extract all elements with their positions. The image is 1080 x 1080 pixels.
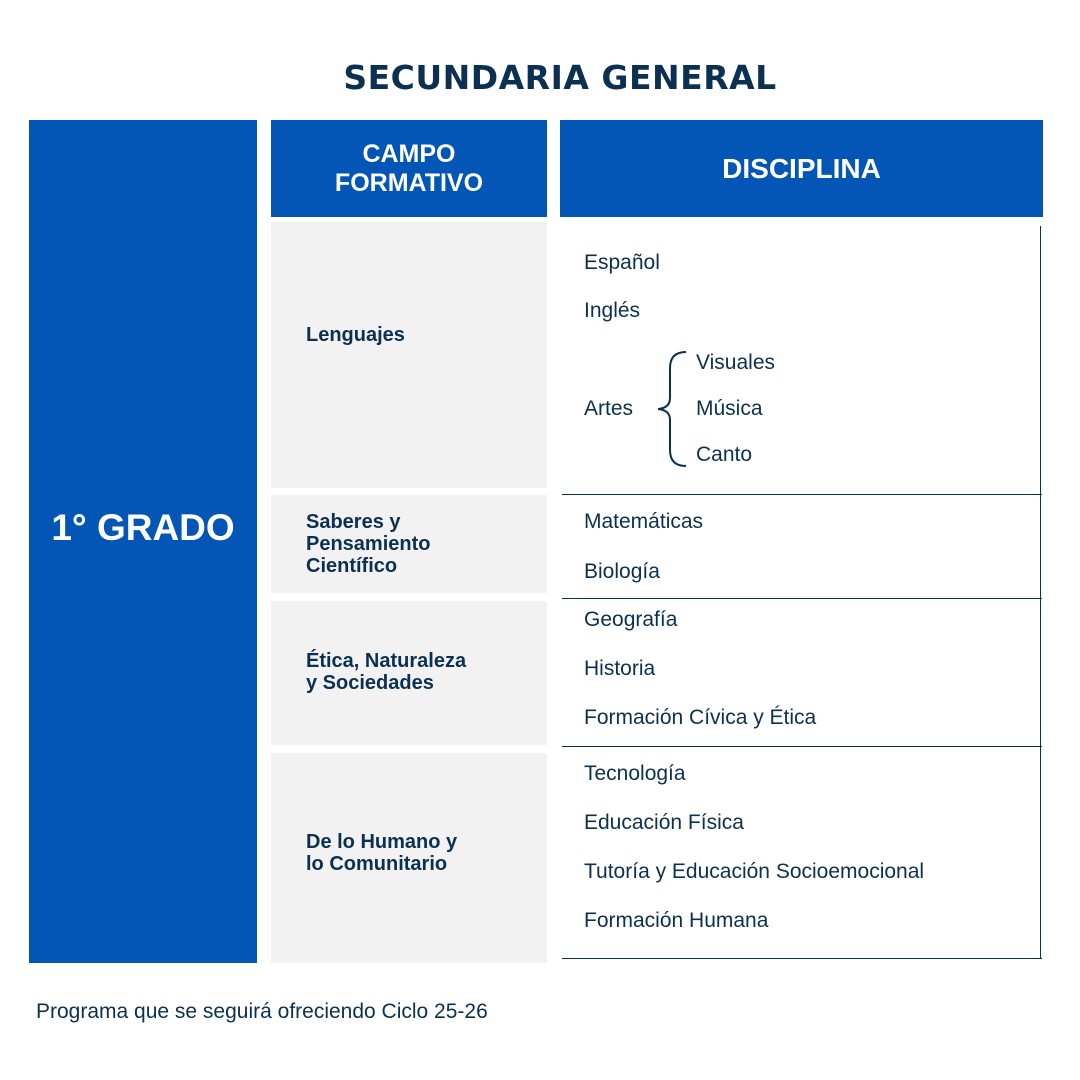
disciplina-item: Español bbox=[584, 251, 660, 274]
campo-cell-etica bbox=[271, 601, 547, 745]
disciplina-item: Educación Física bbox=[584, 811, 744, 834]
disciplina-item: Historia bbox=[584, 657, 656, 680]
disciplina-item: Tutoría y Educación Socioemocional bbox=[584, 860, 925, 883]
grade-column bbox=[29, 120, 257, 963]
curly-brace-icon bbox=[652, 350, 688, 468]
disciplina-item: Tecnología bbox=[584, 762, 686, 785]
row-divider bbox=[562, 746, 1042, 747]
row-divider bbox=[562, 958, 1042, 959]
disciplina-item-artes: Artes bbox=[584, 397, 634, 420]
disciplina-item: Inglés bbox=[584, 299, 641, 322]
disciplina-right-border bbox=[1040, 226, 1041, 959]
campo-cell-lenguajes bbox=[271, 222, 547, 488]
disciplina-item: Geografía bbox=[584, 608, 678, 631]
disciplina-item: Formación Cívica y Ética bbox=[584, 706, 817, 729]
header-campo-label: CAMPO FORMATIVO bbox=[334, 139, 484, 197]
row-divider bbox=[562, 494, 1042, 495]
header-campo-formativo bbox=[271, 120, 547, 217]
campo-label: De lo Humano y lo Comunitario bbox=[306, 831, 458, 875]
grade-label: 1° GRADO bbox=[51, 506, 235, 548]
disciplina-sub-item: Canto bbox=[696, 443, 753, 466]
header-disciplina-label: DISCIPLINA bbox=[722, 152, 881, 184]
campo-label: Ética, Naturaleza y Sociedades bbox=[306, 650, 467, 694]
campo-label: Lenguajes bbox=[306, 324, 405, 346]
disciplina-item: Formación Humana bbox=[584, 909, 769, 932]
disciplina-item: Biología bbox=[584, 560, 660, 583]
disciplina-sub-item: Visuales bbox=[696, 351, 775, 374]
footer-note: Programa que se seguirá ofreciendo Ciclo 25-26 bbox=[36, 1000, 488, 1023]
header-disciplina bbox=[560, 120, 1043, 217]
campo-label: Saberes y Pensamiento Científico bbox=[306, 511, 431, 577]
page-title: SECUNDARIA GENERAL bbox=[343, 58, 777, 97]
campo-cell-saberes bbox=[271, 495, 547, 593]
disciplina-item: Matemáticas bbox=[584, 510, 704, 533]
row-divider bbox=[562, 598, 1042, 599]
campo-cell-humano bbox=[271, 753, 547, 963]
disciplina-sub-item: Música bbox=[696, 397, 763, 420]
